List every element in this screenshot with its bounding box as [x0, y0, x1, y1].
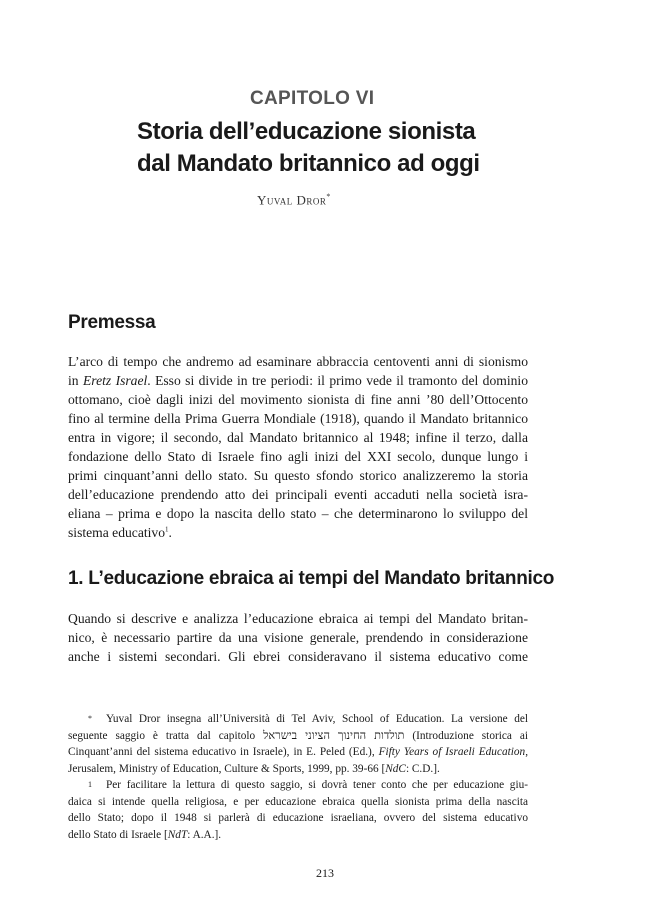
author-byline — [257, 192, 331, 208]
footnote-italic: NdC — [385, 762, 406, 775]
footnote-line: daica si intende quella religiosa, e per educazione ebraica quella sionista prima della nascita — [68, 795, 528, 808]
footnote-ref: 1 — [165, 525, 169, 534]
section-1-paragraph — [68, 609, 528, 666]
text-line: nico, è necessario partire da una visione generale, prendendo in considerazione — [68, 630, 528, 645]
text-line: fino al termine della Prima Guerra Mondiale (1918), quando il Mandato britannico — [68, 411, 528, 426]
text-line-part: . Esso si divide in tre periodi: il primo vede il tramonto del dominio — [147, 373, 528, 388]
footnote-line: seguente saggio è tratta dal capitolo תולדות החינוך הציוני בישראל (Introduzione storica ai — [68, 729, 528, 742]
footnote-text: Jerusalem, Ministry of Education, Culture & Sports, 1999, pp. 39-66 [ — [68, 762, 386, 775]
footnote-text: : C.D.]. — [405, 762, 440, 775]
footnote-mark: 1 — [88, 780, 92, 789]
footnote-line — [68, 761, 528, 778]
footnote-author — [68, 711, 528, 777]
text-line — [68, 523, 528, 542]
author-name: Yuval Dror — [257, 192, 327, 208]
section-heading-1: 1. L’educazione ebraica ai tempi del Mandato britannico — [68, 568, 555, 589]
footnote-italic: NdT — [167, 828, 188, 841]
text-line: eliana – prima e dopo la nascita dello stato – che determinarono lo sviluppo del — [68, 506, 528, 521]
text-line: ottomano, cioè dagli inizi del movimento sionista di fine anni ’80 dell’Ottocento — [68, 392, 528, 407]
footnote-text: Yuval Dror insegna all’Università di Tel Aviv, School of Education. La versione del — [106, 713, 528, 725]
footnote-italic: Fifty Years of Israeli Education — [378, 746, 526, 758]
footnote-line — [68, 744, 528, 761]
footnote-text: Cinquant’anni del sistema educativo in Israele), in E. Peled (Ed.), — [68, 746, 379, 758]
text-line: entra in vigore; il secondo, dal Mandato britannico al 1948; infine il terzo, dalla — [68, 430, 528, 445]
text-line: dell’educazione prendendo atto dei principali eventi accaduti nella società isra- — [68, 487, 528, 502]
chapter-label: CAPITOLO VI — [250, 88, 375, 109]
premessa-paragraph — [68, 352, 528, 542]
section-heading-premessa: Premessa — [68, 312, 156, 333]
footnote-text: Per facilitare la lettura di questo saggio, si dovrà tener conto che per educazione giu- — [106, 779, 528, 791]
text-line-part: in — [68, 373, 83, 388]
footnote-text: dello Stato di Israele [ — [68, 828, 168, 841]
footnote-line — [68, 827, 528, 844]
footnote-text: , — [525, 746, 528, 758]
text-line: anche i sistemi secondari. Gli ebrei consideravano il sistema educativo come — [68, 649, 528, 664]
text-line: L’arco di tempo che andremo ad esaminare abbraccia centoventi anni di sionismo — [68, 354, 528, 369]
text-line-italic: Eretz Israel — [82, 373, 148, 388]
text-line: primi cinquant’anni dello stato. Su questo sfondo storico analizzeremo la storia — [68, 468, 528, 483]
chapter-title — [137, 116, 557, 180]
chapter-title-line-2: dal Mandato britannico ad oggi — [137, 150, 480, 177]
page-number: 213 — [316, 866, 334, 880]
chapter-title-line-1: Storia dell’educazione sionista — [137, 118, 476, 145]
text-line: fondazione dello Stato di Israele fino agli inizi del XXI secolo, dunque lungo i — [68, 449, 528, 464]
footnote-mark: * — [88, 714, 92, 723]
footnote-1 — [68, 777, 528, 843]
text-line — [68, 371, 528, 390]
footnote-line — [68, 711, 528, 728]
author-note-mark: * — [326, 192, 331, 201]
text-line-part: . — [168, 525, 172, 540]
footnote-line: dello Stato; dopo il 1948 si parlerà di educazione israeliana, ovvero del sistema educativo — [68, 812, 528, 824]
footnote-text: : A.A.]. — [187, 828, 222, 841]
text-line: Quando si descrive e analizza l’educazione ebraica ai tempi del Mandato britan- — [68, 611, 528, 626]
footnote-line — [68, 777, 528, 794]
text-line-part: sistema educativo — [68, 525, 166, 540]
